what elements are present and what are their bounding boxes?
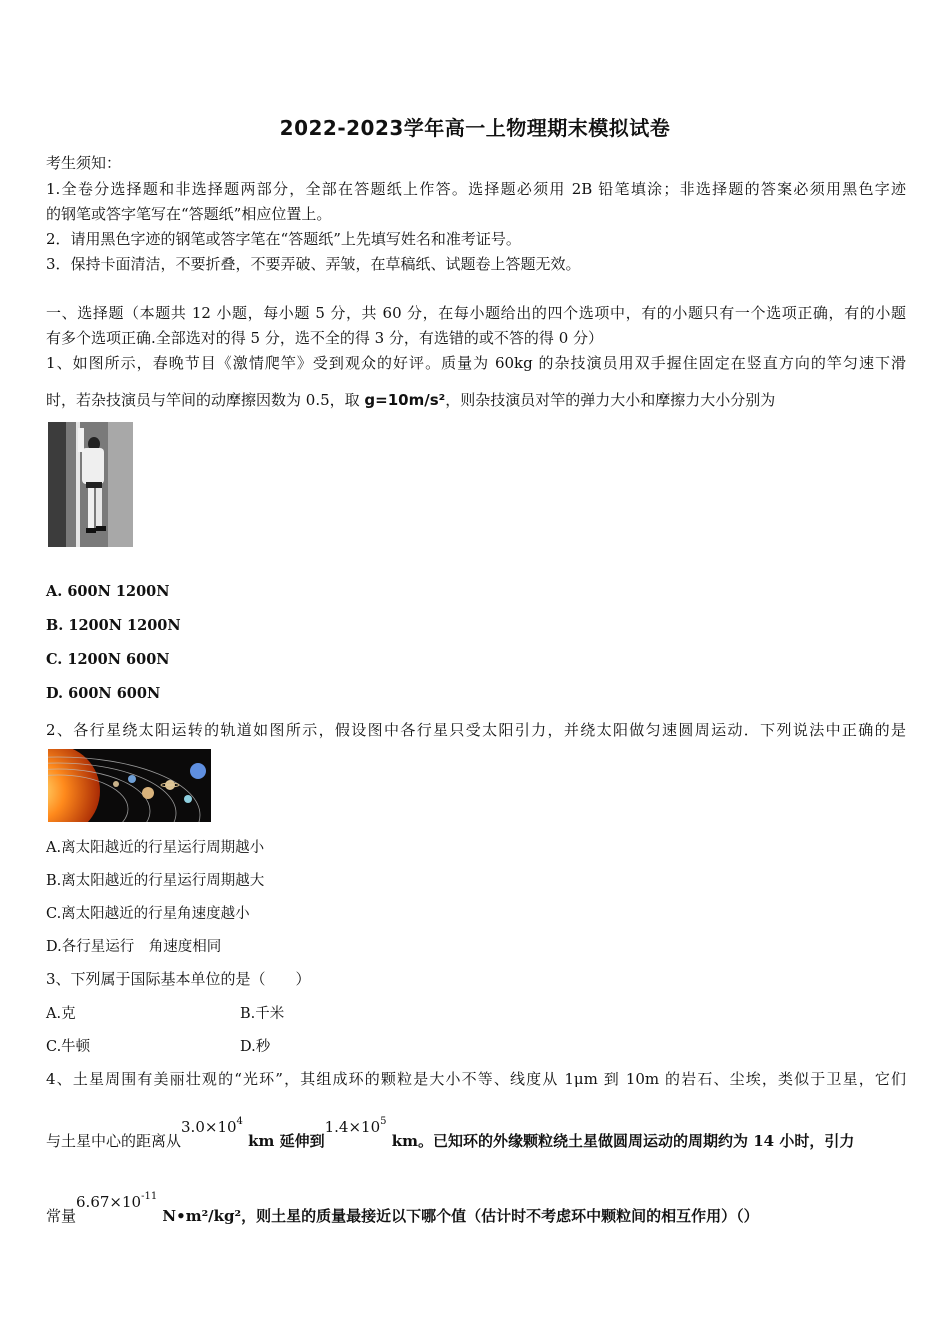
question-1-option-a: A. 600N 1200N [46, 583, 170, 600]
notice-item-1-cont: 的钢笔或答字笔写在“答题纸”相应位置上。 [46, 205, 332, 223]
solar-system-image [48, 749, 211, 822]
question-1-text-post: ，则杂技演员对竿的弹力大小和摩擦力大小分别为 [445, 391, 776, 409]
question-2-option-c: C.离太阳越近的行星角速度越小 [46, 906, 250, 922]
question-3-option-a: A.克 [46, 1006, 76, 1022]
inner-radius-value [181, 1118, 243, 1136]
question-3-text: 3、下列属于国际基本单位的是（ ） [46, 970, 311, 988]
notice-item-2: 2．请用黑色字迹的钢笔或答字笔在“答题纸”上先填写姓名和准考证号。 [46, 230, 521, 248]
inner-radius-exponent: 4 [236, 1116, 243, 1127]
question-4-text-a: 与土星中心的距离从 [46, 1132, 182, 1150]
pole-climbing-photo [48, 422, 133, 547]
question-4-text-b: km 延伸到 [242, 1132, 325, 1150]
question-2-option-d: D.各行星运行 角速度相同 [46, 939, 222, 955]
question-4-text-e: N•m²/kg²，则土星的质量最接近以下哪个值（估计时不考虑环中颗粒间的相互作用）（） [157, 1207, 759, 1225]
outer-radius-mantissa: 1.4×10 [324, 1118, 381, 1136]
question-1-text-pre: 时，若杂技演员与竿间的动摩擦因数为 0.5，取 [46, 391, 365, 409]
question-3-option-c: C.牛顿 [46, 1039, 91, 1055]
question-1-option-d: D. 600N 600N [46, 685, 161, 702]
gravitational-constant-mantissa: 6.67×10 [76, 1193, 142, 1211]
question-1-text-cont [46, 389, 775, 410]
question-4-text-d: 常量 [46, 1207, 77, 1225]
question-1-option-c: C. 1200N 600N [46, 651, 170, 668]
gravitational-constant-exponent: -11 [141, 1191, 158, 1202]
section-heading: 一、选择题（本题共 12 小题，每小题 5 分，共 60 分，在每小题给出的四个选项中，有的小题只有一个选项正确，有的小题 [46, 304, 906, 322]
notice-heading: 考生须知： [46, 154, 122, 172]
question-1-option-b: B. 1200N 1200N [46, 617, 181, 634]
question-4-text-c: km。已知环的外缘颗粒绕土星做圆周运动的周期约为 14 小时，引力 [386, 1132, 855, 1150]
outer-radius-exponent: 5 [380, 1116, 387, 1127]
notice-item-1: 1.全卷分选择题和非选择题两部分，全部在答题纸上作答。选择题必须用 2B 铅笔填涂；非选择题的答案必须用黑色字迹 [46, 180, 906, 198]
gravity-formula: g=10m/s² [364, 391, 446, 409]
outer-radius-value [325, 1118, 387, 1136]
question-1-text: 1、如图所示，春晚节目《激情爬竿》受到观众的好评。质量为 60kg 的杂技演员用双手握住固定在竖直方向的竿匀速下滑 [46, 354, 906, 372]
question-2-option-b: B.离太阳越近的行星运行周期越大 [46, 873, 265, 889]
inner-radius-mantissa: 3.0×10 [181, 1118, 237, 1136]
question-3-option-b: B.千米 [240, 1006, 285, 1022]
page-title: 2022-2023学年高一上物理期末模拟试卷 [279, 116, 671, 140]
question-2-text: 2、各行星绕太阳运转的轨道如图所示，假设图中各行星只受太阳引力，并绕太阳做匀速圆周运动．下列说法中正确的是 [46, 721, 906, 739]
question-2-option-a: A.离太阳越近的行星运行周期越小 [46, 840, 265, 856]
question-3-option-d: D.秒 [240, 1039, 271, 1055]
question-4-text: 4、土星周围有美丽壮观的“光环”，其组成环的颗粒是大小不等、线度从 1μm 到 10m 的岩石、尘埃，类似于卫星，它们 [46, 1070, 906, 1088]
gravitational-constant-value [76, 1193, 157, 1211]
notice-item-3: 3．保持卡面清洁，不要折叠，不要弄破、弄皱，在草稿纸、试题卷上答题无效。 [46, 255, 581, 273]
section-heading-cont: 有多个选项正确.全部选对的得 5 分，选不全的得 3 分，有选错的或不答的得 0 分） [46, 329, 604, 347]
